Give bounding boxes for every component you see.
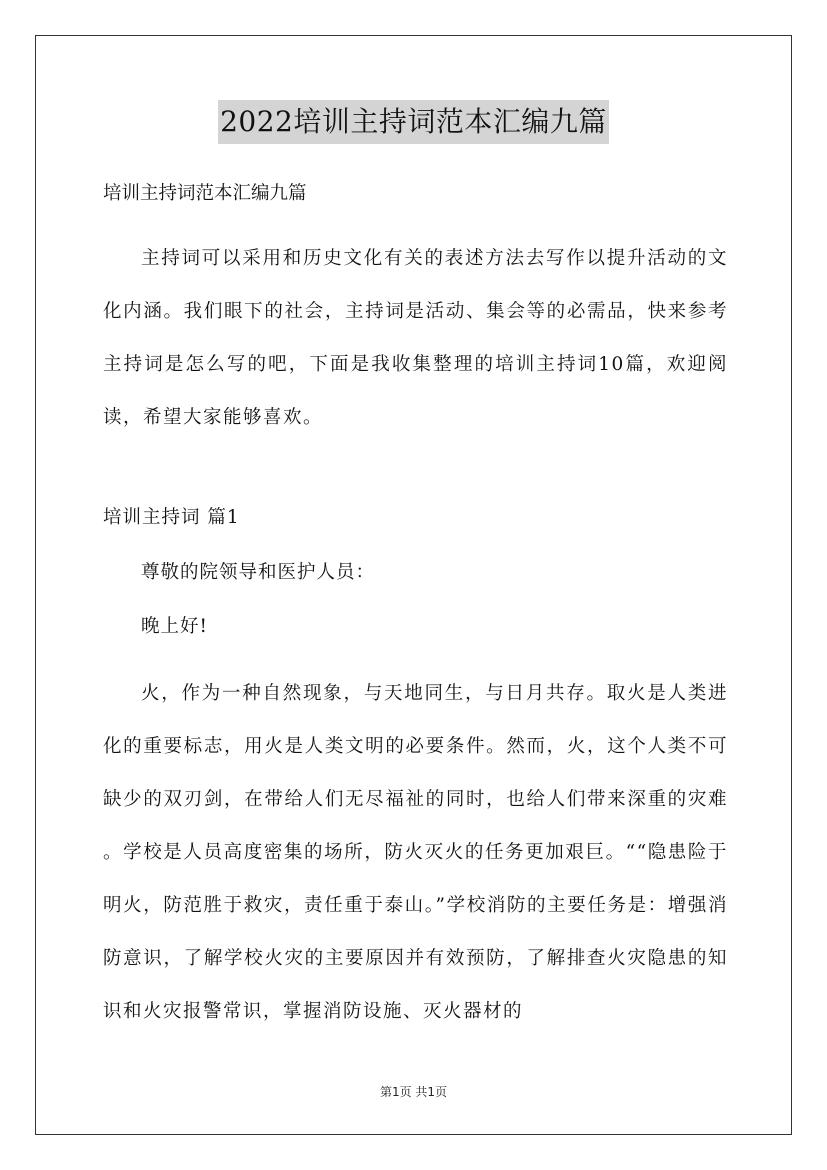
document-subtitle: 培训主持词范本汇编九篇	[103, 183, 307, 204]
intro-paragraph: 主持词可以采用和历史文化有关的表述方法去写作以提升活动的文化内涵。我们眼下的社会，主持词是活动、集会等的必需品，快来参考主持词是怎么写的吧，下面是我收集整理的培训主持词10篇，欢迎阅读，希望大家能够喜欢。	[103, 248, 728, 428]
page-footer: 第1页 共1页	[379, 1085, 448, 1099]
salutation-paragraph: 尊敬的院领导和医护人员：	[141, 562, 376, 583]
document-title: 2022培训主持词范本汇编九篇	[218, 100, 609, 144]
section-heading: 培训主持词 篇1	[103, 507, 240, 528]
greeting-paragraph: 晚上好!	[141, 616, 208, 637]
body-paragraph: 火，作为一种自然现象，与天地同生，与日月共存。取火是人类进化的重要标志，用火是人类文明的必要条件。然而，火，这个人类不可缺少的双刃剑，在带给人们无尽福祉的同时，也给人们带来深重的灾难 。学校是人员高度密集的场所，防火灭火的任务更加艰巨。““隐患险于明火，防范胜于救灾，责任重于泰山。”学校消防的主要任务是：增强消防意识，了解学校火灾的主要原因并有效预防，了解排查火灾隐患的知识和火灾报警常识，掌握消防设施、灭火器材的	[103, 683, 728, 1022]
document-title-container	[0, 100, 827, 144]
